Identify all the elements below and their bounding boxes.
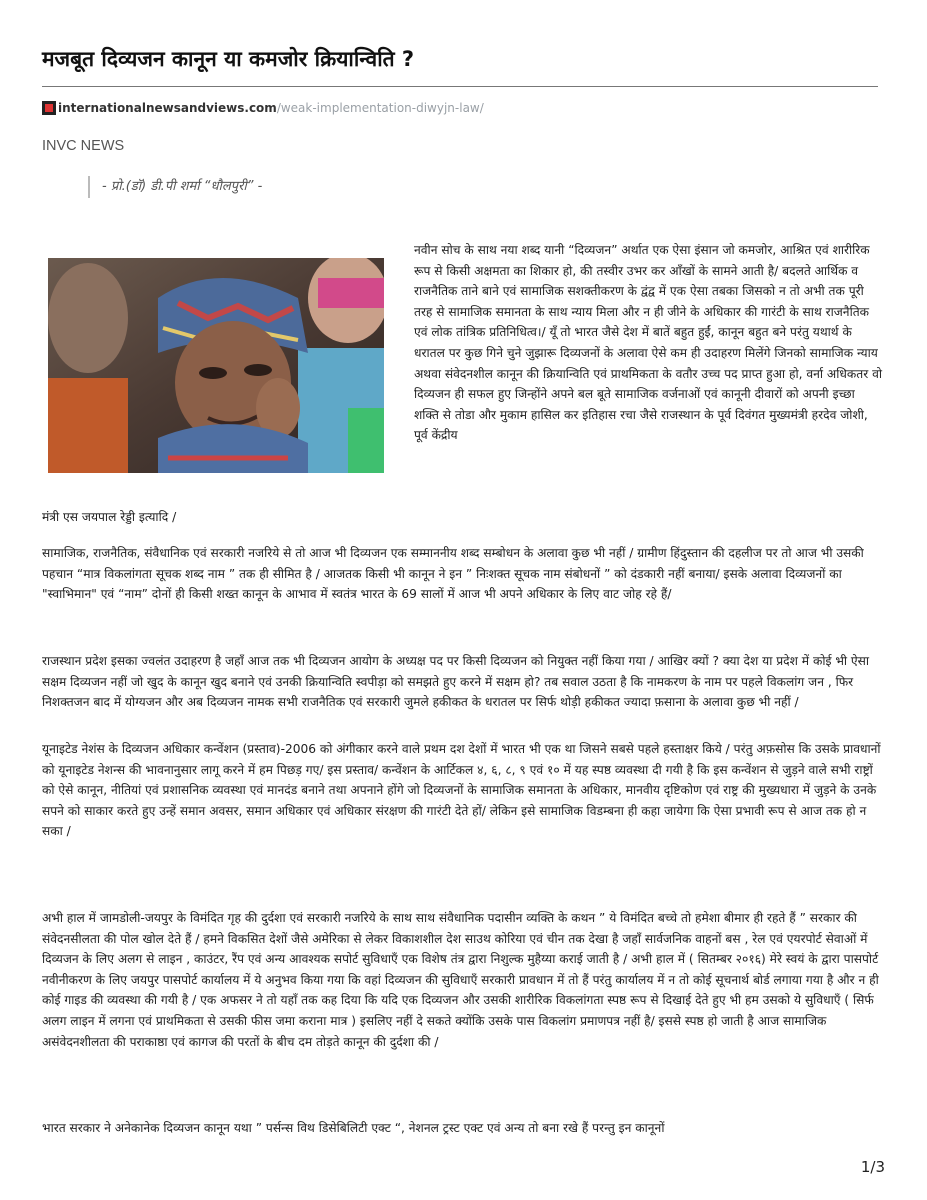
- source-domain: internationalnewsandviews.com: [58, 101, 277, 115]
- article-photo: [48, 258, 384, 473]
- paragraph-1: नवीन सोच के साथ नया शब्द यानी “दिव्यजन” अर्थात एक ऐसा इंसान जो कमजोर, आश्रित एवं शारीरिक रूप से किसी अक्षमता का शिकार हो, की तस्वीर उभर कर आँखों के सामने आती है/ बदलते आर्थिक व राजनैतिक ताने बाने एवं सामाजिक सशक्तीकरण के द्वंद्व में एक ऐसा तबका जिसको न तो अभी तक पूरी तरह से सामाजिक समानता के साथ न्याय मिला और न ही जीने के अधिकार की गारंटी के साथ राजनैतिक एवं लोक तांत्रिक प्रतिनिधित्व।/ यूँ तो भारत जैसे देश में बातें बहुत हुईं, कानून बहुत बने परंतु यथार्थ के धरातल पर कुछ गिने चुने जुझारू दिव्यजनों के अलावा ऐसे कम ही उदाहरण मिलेंगे जिनको सामाजिक न्याय अथवा संवेदनशील कानून की क्रियान्विति एवं प्राथमिकता के वतौर उच्च पद प्राप्त हुआ हो, वर्ना अधिकतर वो दिव्यजन ही सफल हुए जिन्होंने अपने बल बूते सामाजिक वर्जनाओं एवं कानूनी दीवारों को अपनी इच्छा शक्ति से तोडा और मुकाम हासिल कर इतिहास रचा जैसे राजस्थान के पूर्व दिवंगत मुख्यमंत्री हरदेव जोशी, पूर्व केंद्रीय: [414, 243, 882, 443]
- paragraph-4: यूनाइटेड नेशंस के दिव्यजन अधिकार कन्वेंशन (प्रस्ताव)-2006 को अंगीकार करने वाले प्रथम दश देशों में भारत भी एक था जिसने सबसे पहले हस्ताक्षर किये / परंतु अफ़सोस कि उसके प्रावधानों को यूनाइटेड नेशन्स की भावनानुसार लागू करने में हम पिछड़ गए/ इस प्रस्ताव/ कन्वेंशन के आर्टिकल ४, ६, ८, ९ एवं १० में यह स्पष्ठ व्यवस्था दी गयी है कि इस कन्वेंशन से जुड़ने वाले सभी राष्ट्रों को ऐसे कानून, नीतियां एवं प्रशासनिक व्यवस्था एवं मानदंड बनाने तथा अपनाने होंगे जो दिव्यजनों के सामाजिक समानता के अधिकार, मानवीय दृष्टिकोण एवं राष्ट्र की मुख्यधारा में जुड़ने के उनके सपने को साकार करते हुए उन्हें समान अवसर, समान अधिकार एवं अधिकार संरक्षण की गारंटी देते हों/ लेकिन इसे सामाजिक विडम्बना ही कहा जायेगा कि ऐसा प्रभावी रूप से आज तक हो न सका /: [42, 742, 881, 839]
- paragraph-5: अभी हाल में जामडोली-जयपुर के विमंदित गृह की दुर्दशा एवं सरकारी नजरिये के साथ साथ संवैधानिक पदासीन व्यक्ति के कथन ” ये विमंदित बच्चे तो हमेशा बीमार ही रहते हैं ” सरकार की संवेदनसीलता की पोल खोल देते हैं / हमने विकसित देशों जैसे अमेरिका से लेकर विकाशशील देश साउथ कोरिया एवं चीन तक देखा है जहाँ सार्वजनिक वाहनों बस , रेल एवं एयरपोर्ट सेवाओं में दिव्यजन के लिए अलग से लाइन , काउंटर, रैंप एवं अन्य आवश्यक सपोर्ट सुविधाएँ एक विशेष तंत्र द्वारा निशुल्क मुहैय्या कराई जाती है / अभी हाल में ( सितम्बर २०१६) मेरे स्वयं के द्वारा पासपोर्ट नवीनीकरण के लिए जयपुर पासपोर्ट कार्यालय में ये अनुभव किया गया कि वहां दिव्यजन की सुविधाएँ सरकारी प्रावधान में तो हैं परंतु कार्यालय में न तो कोई सूचनार्थ बोर्ड लगाया गया है और न ही कोई गाइड की व्यवस्था की गयी है / एक अफसर ने तो यहाँ तक कह दिया कि यदि एक दिव्यजन और उसकी शारीरिक विकलांगता स्पष्ठ रूप से दिखाई देते हुए भी हम उसको ये सुविधाएँ ( सिर्फ अलग लाइन में लगना एवं प्राथमिकता से उसकी फीस जमा कराना मात्र ) इसलिए नहीं दे सकते क्योंकि उसके पास विकलांग प्रमाणपत्र नहीं है/ इससे स्पष्ठ हो जाती है आज सामाजिक असंवेदनशीलता की पराकाष्ठा एवं कागज की परतों के बीच दम तोड़ते कानून की दुर्दशा की /: [42, 911, 879, 1049]
- article-title: मजबूत दिव्यजन कानून या कमजोर क्रियान्विति ?: [42, 47, 415, 71]
- paragraph-2: सामाजिक, राजनैतिक, संवैधानिक एवं सरकारी नजरिये से तो आज भी दिव्यजन एक सम्माननीय शब्द सम्बोधन के अलावा कुछ भी नहीं / ग्रामीण हिंदुस्तान की दहलीज पर तो आज भी उसकी पहचान “मात्र विकलांगता सूचक शब्द नाम ” तक ही सीमित है / आजतक किसी भी कानून ने इन ” निःशक्त सूचक नाम संबोधनों ” को दंडकारी नहीं बनाया/ इसके अलावा दिव्यजनों का "स्वाभिमान" एवं “नाम” दोनों ही किसी शख्त कानून के आभाव में स्वतंत्र भारत के 69 सालों में आज भी अपने अधिकार के लिए वाट जोह रहे हैं/: [42, 546, 864, 602]
- paragraph-3: राजस्थान प्रदेश इसका ज्वलंत उदाहरण है जहाँ आज तक भी दिव्यजन आयोग के अध्यक्ष पद पर किसी दिव्यजन को नियुक्त नहीं किया गया / आखिर क्यों ? क्या देश या प्रदेश में कोई भी ऐसा सक्षम दिव्यजन नहीं जो खुद के कानून खुद बनाने एवं उनकी क्रियान्विति स्वपीड़ा को समझते हुए करने में सक्षम हो? तब सवाल उठता है कि नामकरण के नाम पर पहले विकलांग जन , फिर निशक्तजन बाद में योग्यजन और अब दिव्यजन नामक सभी राजनैतिक एवं सरकारी जुमले हकीकत के धरातल पर सिर्फ थोड़ी हकीकत ज्यादा फ़साना के अलावा कुछ भी नहीं /: [42, 654, 870, 710]
- paragraph-6: भारत सरकार ने अनेकानेक दिव्यजन कानून यथा ” पर्सन्स विथ डिसेबिलिटी एक्ट “, नेशनल ट्रस्ट एक्ट एवं अन्य तो बना रखे हैं परन्तु इन कानूनों: [42, 1121, 665, 1135]
- news-organization: INVC NEWS: [42, 138, 125, 154]
- author-byline: - प्रो.(डॉ) डी.पी शर्मा “धौलपुरी” -: [88, 176, 262, 198]
- paragraph-1-continued: मंत्री एस जयपाल रेड्डी इत्यादि /: [42, 510, 177, 524]
- photo-illustration: [48, 258, 384, 473]
- title-divider: [42, 86, 878, 87]
- page-number: 1/3: [860, 1158, 885, 1176]
- site-logo-icon: [42, 101, 56, 115]
- source-path: /weak-implementation-diwyjn-law/: [276, 101, 484, 115]
- source-link[interactable]: [42, 100, 484, 116]
